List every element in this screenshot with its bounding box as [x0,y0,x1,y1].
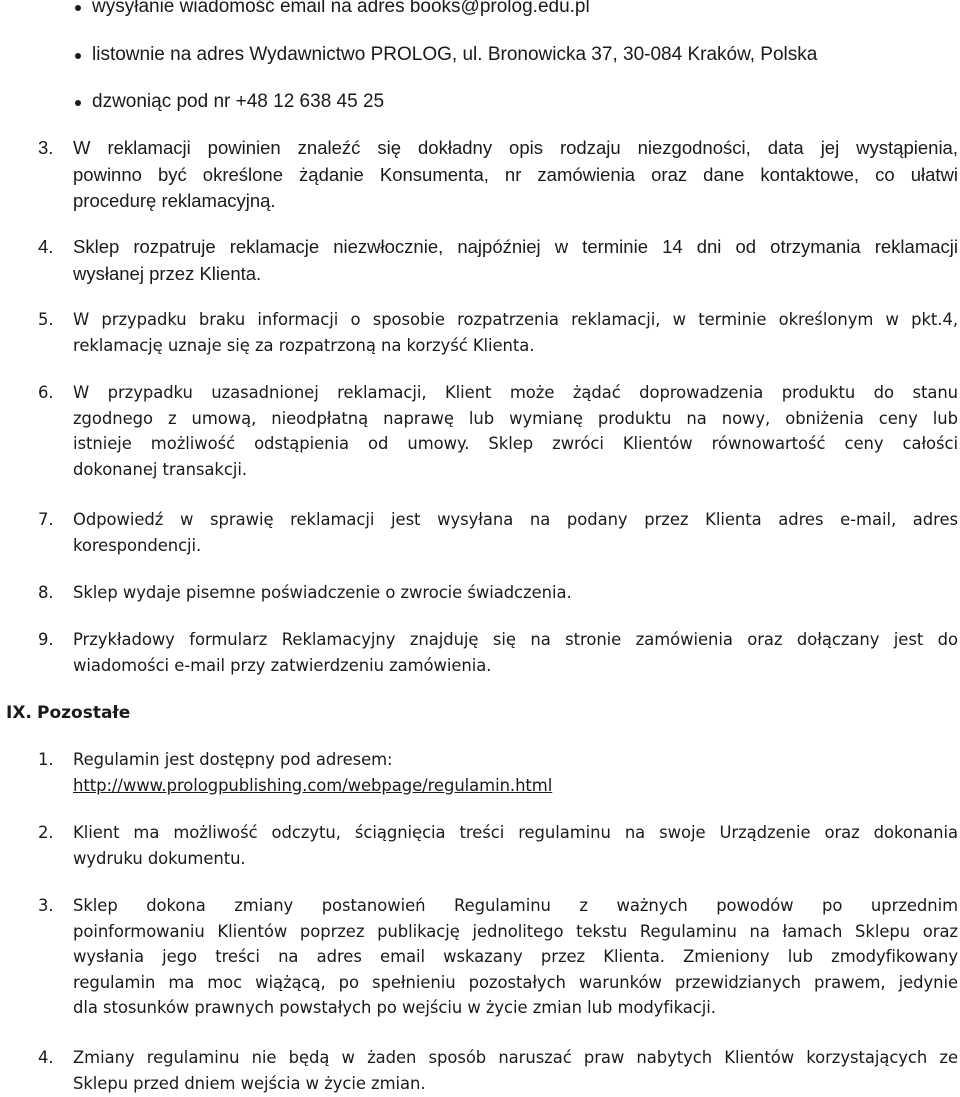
text-line: W przypadku braku informacji o sposobie rozpatrzenia reklamacji, w terminie określonym w pkt.4, [73,310,958,329]
item-number: 4. [38,236,54,257]
section-title: Pozostałe [37,703,131,723]
text-line: zgodnego z umową, nieodpłatną naprawę lub wymianę produktu na nowy, obniżenia ceny lub [73,408,958,428]
item-number: 3. [38,137,54,158]
text-line: wydruku dokumentu. [73,848,246,868]
text-line: poinformowaniu Klientów poprzez publikację jednolitego tekstu Regulaminu na łamach Sklepu oraz [73,921,958,941]
item-number: 1. [38,750,54,769]
text-line: Sklep dokona zmiany postanowień Regulaminu z ważnych powodów po uprzednim [73,896,958,915]
text-line: dla stosunków prawnych powstałych po wejściu w życie zmian lub modyfikacji. [73,998,716,1017]
item-text [73,135,958,215]
item-number: 8. [38,583,54,602]
text-line: Sklepu przed dniem wejścia w życie zmian. [73,1073,426,1093]
bullet-icon [75,100,81,106]
text-line: wiadomości e-mail przy zatwierdzeniu zamówienia. [73,655,492,675]
text-line: procedurę reklamacyjną. [73,190,276,211]
bullet-icon [75,5,81,11]
item-number: 3. [38,896,54,915]
item-text [73,893,958,1021]
item-text [73,307,958,358]
item-number: 4. [38,1048,54,1067]
item-text [73,747,958,798]
item-number: 5. [38,310,54,329]
text-line: dokonanej transakcji. [73,459,247,479]
item-number: 6. [38,383,54,402]
bullet-text: dzwoniąc pod nr +48 12 638 45 25 [92,91,385,112]
text-line: reklamację uznaje się za rozpatrzoną na korzyść Klienta. [73,335,535,355]
item-text [73,380,958,482]
text-line: Klient ma możliwość odczytu, ściągnięcia treści regulaminu na swoje Urządzenie oraz dokonania [73,823,958,842]
text-line: regulamin ma moc wiążącą, po spełnieniu pozostałych warunków przewidzianych prawem, jedynie [73,972,958,992]
item-text [73,234,958,287]
regulations-link[interactable]: http://www.prologpublishing.com/webpage/regulamin.html [73,775,553,795]
text-line: Odpowiedź w sprawię reklamacji jest wysyłana na podany przez Klienta adres e-mail, adres [73,510,958,529]
item-text [73,1045,958,1096]
section-number: IX. [6,703,32,723]
text-line: wysłanej przez Klienta. [73,262,262,284]
text-line: istnieje możliwość odstąpienia od umowy. Sklep zwróci Klientów równowartość ceny całości [73,434,958,453]
item-number: 2. [38,823,54,842]
item-text [73,507,958,558]
list-item [0,90,960,114]
item-text [73,580,958,606]
item-text [73,627,958,678]
text-line: powinno być określone żądanie Konsumenta, nr zamówienia oraz dane kontaktowe, co ułatwi [73,163,958,185]
list-item [0,43,960,67]
text-line: Sklep rozpatruje reklamacje niezwłocznie, najpóźniej w terminie 14 dni od otrzymania reklamacji [73,236,958,257]
list-item [0,0,960,19]
text-line: Regulamin jest dostępny pod adresem: [73,750,393,769]
bullet-icon [75,53,81,59]
text-line: wysłania jego treści na adres email wskazany przez Klienta. Zmieniony lub zmodyfikowany [73,947,958,966]
text-line: Przykładowy formularz Reklamacyjny znajduję się na stronie zamówienia oraz dołączany jest do [73,630,958,649]
item-number: 9. [38,630,54,649]
item-text [73,820,958,871]
bullet-text: wysyłanie wiadomość email na adres books@prolog.edu.pl [92,0,590,17]
item-number: 7. [38,510,54,529]
bullet-text: listownie na adres Wydawnictwo PROLOG, ul. Bronowicka 37, 30-084 Kraków, Polska [92,44,818,65]
text-line: W przypadku uzasadnionej reklamacji, Klient może żądać doprowadzenia produktu do stanu [73,383,958,402]
text-line: Sklep wydaje pisemne poświadczenie o zwrocie świadczenia. [73,583,572,602]
text-line: korespondencji. [73,535,202,555]
text-line: Zmiany regulaminu nie będą w żaden sposób naruszać praw nabytych Klientów korzystających ze [73,1048,958,1067]
text-line: W reklamacji powinien znaleźć się dokładny opis rodzaju niezgodności, data jej wystąpienia, [73,137,958,158]
